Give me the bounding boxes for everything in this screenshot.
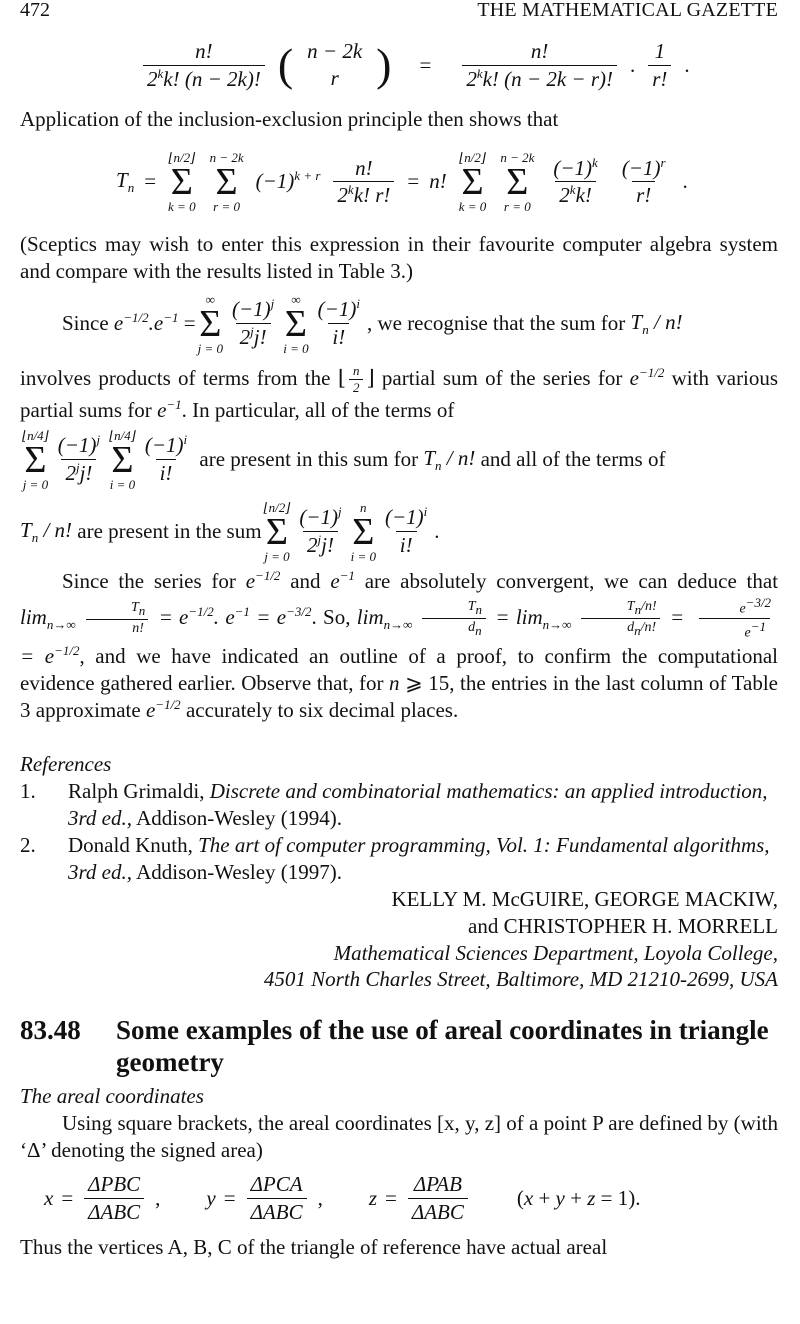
- reference-item: 1. Ralph Grimaldi, Discrete and combinatorial mathematics: an applied introduction, 3rd ed., Addison-Wesley (1994).: [20, 779, 768, 831]
- equation-binomial: $\frac{n!}{2^kk! (n - 2k)!}$ ( n − 2k r ) = $\frac{n!}{2^kk! (n - 2k - r)!}$ . $\frac{1}{r!}$ .: [20, 24, 778, 106]
- paragraph-inclusion: Application of the inclusion-exclusion principle then shows that: [20, 107, 559, 131]
- paragraph-convergence: Since the series for $e^{-1/2}$ and $e^{-1}$ are absolutely convergent, we can deduce that $\lim_{n\to\infty}$ $\frac{T_n}{n!}$ = $e^{-1/2}$. $e^{-1} = e^{-3/2}$. So, $\lim_{n\to\infty}$ $\frac{T_n}{d_n}$ = $\lim_{n\to\infty}$ $\frac{T_n/n!}{d_n/n!}$ = $\frac{e^{-3/2}}{e^{-1}}$ = $e^{-1/2}$, and we have indicated an outline of a proof, to confirm the computational evidence gathered earlier. Observe that, for n ⩾ 15, the entries in the last column of Table 3 approximate $e^{-1/2}$ accurately to six decimal places.: [20, 567, 779, 722]
- section-subheading: The areal coordinates: [20, 1083, 204, 1108]
- references-heading: References: [20, 752, 112, 777]
- paragraph-present-sum: $T_n$ / n! are present in the sum ⌊n/2⌋ Σ j = 0 $\frac{(-1)^j}{2^jj!}$ n Σ i = 0 $\frac{(-1)^i}{i!}$ .: [20, 499, 440, 564]
- paragraph-involves: involves products of terms from the ⌊ $\frac{n}{2}$ ⌋ partial sum of the series for $e^{-1/2}$ with various partial sums for $e^{-1}$. In particular, all of the terms of: [20, 362, 779, 422]
- paragraph-since-line: Since $e^{-1/2}.e^{-1}$ = ∞ Σ j = 0 $\frac{(-1)^j}{2^jj!}$ ∞ Σ i = 0 $\frac{(-1)^i}{i!}$ , we recognise that the sum for $T_n$ / n!: [62, 291, 683, 356]
- equation-areal: x = $\frac{\text{ΔPBC}}{\text{ΔABC}}$ , y = $\frac{\text{ΔPCA}}{\text{ΔABC}}$ , z = $\frac{\text{ΔPAB}}{\text{ΔABC}}$ (x + y + z = 1).: [44, 1172, 641, 1225]
- section-title: 83.48 Some examples of the use of areal coordinates in triangle geometry: [20, 1015, 769, 1078]
- page-header: [20, 0, 778, 20]
- running-title: THE MATHEMATICAL GAZETTE: [477, 0, 778, 21]
- paragraph-present-line: ⌊n/4⌋ Σ j = 0 $\frac{(-1)^j}{2^jj!}$ ⌊n/4⌋ Σ i = 0 $\frac{(-1)^i}{i!}$ are present in this sum for $T_n$ / n! and all of the terms of: [22, 427, 666, 492]
- reference-item: 2. Donald Knuth, The art of computer programming, Vol. 1: Fundamental algorithms, 3rd ed., Addison-Wesley (1997).: [20, 833, 770, 884]
- authors: KELLY M. McGUIRE, GEORGE MACKIW, and CHRISTOPHER H. MORRELL: [391, 886, 778, 938]
- affiliation: Mathematical Sciences Department, Loyola College, 4501 North Charles Street, Baltimore, MD 21210-2699, USA: [263, 940, 778, 992]
- paragraph-vertices: Thus the vertices A, B, C of the triangle of reference have actual areal: [20, 1234, 608, 1259]
- page-number: 472: [20, 0, 50, 21]
- paragraph-definition: Using square brackets, the areal coordinates [x, y, z] of a point P are defined by (with ‘Δ’ denoting the signed area): [20, 1110, 778, 1162]
- page: [20, 0, 778, 1260]
- paragraph-sceptics: (Sceptics may wish to enter this expression in their favourite computer algebra system and compare with the results listed in Table 3.): [20, 231, 778, 283]
- equation-tn: $T_n$ = ⌊n/2⌋ Σ k = 0 n − 2k Σ r = 0 $(-1)^{k + r}$ $\frac{n!}{2^kk! r!}$ = n! ⌊n/2⌋ Σ k = 0 n − 2k Σ r = 0 $\frac{(-1)^k}{2^kk!}$ $\frac{(-1)^r}{r!}$ .: [116, 149, 688, 214]
